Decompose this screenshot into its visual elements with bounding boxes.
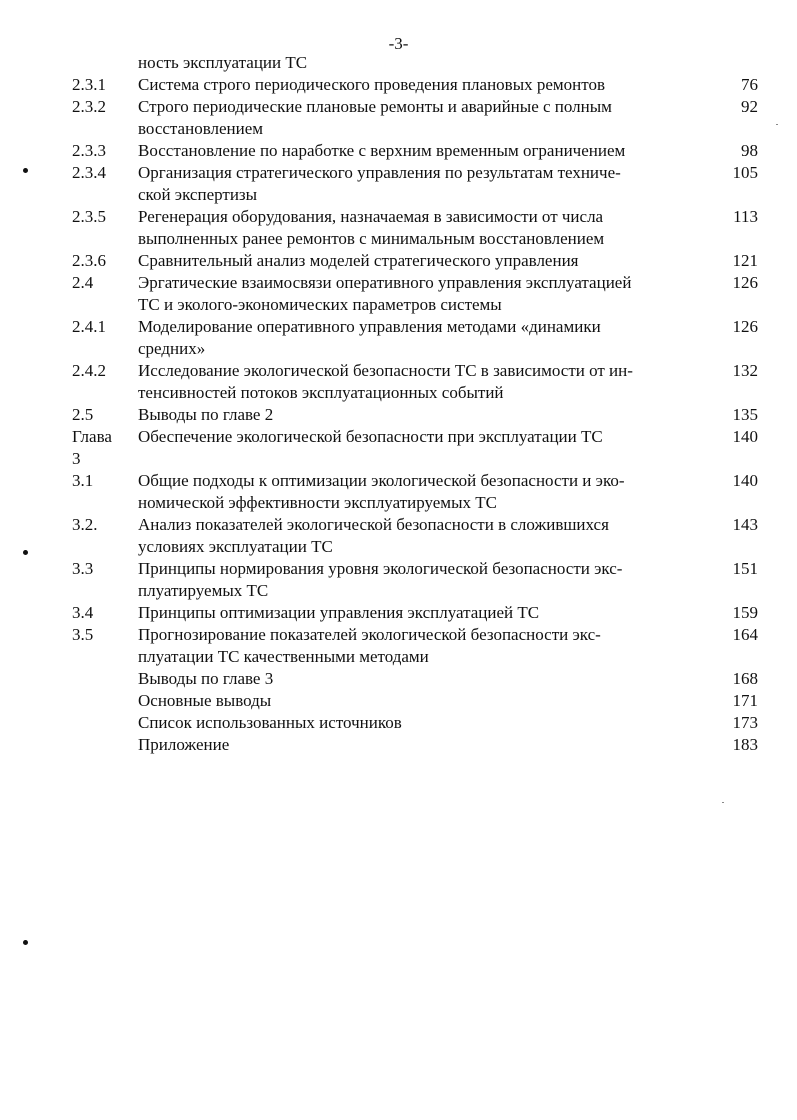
toc-entry [72, 668, 762, 690]
toc-entry [72, 140, 762, 162]
toc-entry-page: 121 [732, 251, 758, 270]
toc-entry-page: 135 [732, 405, 758, 424]
toc-entry-title: Выводы по главе 3 [138, 669, 274, 688]
toc-entry [72, 206, 762, 250]
toc-entry-title: Регенерация оборудования, назначаемая в зависимости от числа выполненных ранее ремонтов с минимальным восстановлением [138, 207, 605, 248]
toc-entry [72, 602, 762, 624]
toc-entry-title: Принципы оптимизации управления эксплуатацией ТС [138, 603, 540, 622]
toc-entry-title: Анализ показателей экологической безопасности в сложившихся условиях эксплуатации ТС [138, 515, 609, 556]
toc-entry-number: 3.3 [72, 559, 94, 578]
punch-hole-mark [23, 550, 28, 555]
toc-entry-page: 105 [732, 163, 758, 182]
scan-speck [776, 124, 778, 125]
toc-entry-page: 143 [732, 515, 758, 534]
toc-entry-title: Приложение [138, 735, 230, 754]
toc-entry [72, 712, 762, 734]
toc-entry-page: 92 [741, 97, 758, 116]
toc-entry-number: 3.5 [72, 625, 94, 644]
toc-entry-page: 140 [732, 471, 758, 490]
toc-entry-number: 2.4.2 [72, 361, 106, 380]
toc-entry-page: 168 [732, 669, 758, 688]
toc-entry-page: 76 [741, 75, 758, 94]
toc-entry [72, 558, 762, 602]
toc-entry-title: Организация стратегического управления по результатам техниче- ской экспертизы [138, 163, 621, 204]
toc-entry [72, 360, 762, 404]
toc-entry-title: Эргатические взаимосвязи оперативного управления эксплуатацией ТС и эколого-экономических параметров системы [138, 273, 632, 314]
toc-entry-title: Исследование экологической безопасности ТС в зависимости от ин- тенсивностей потоков эксплуатационных событий [138, 361, 633, 402]
table-of-contents [72, 52, 762, 756]
toc-entry-number: 2.5 [72, 405, 94, 424]
toc-entry-title: Моделирование оперативного управления методами «динамики средних» [138, 317, 601, 358]
toc-entry-page: 140 [732, 427, 758, 446]
toc-entry-number: 2.3.2 [72, 97, 106, 116]
toc-entry-number: 2.3.1 [72, 75, 106, 94]
toc-entry-page: 98 [741, 141, 758, 160]
toc-entry-title: Принципы нормирования уровня экологической безопасности экс- плуатируемых ТС [138, 559, 623, 600]
toc-entry-title: Прогнозирование показателей экологической безопасности экс- плуатации ТС качественными методами [138, 625, 601, 666]
toc-entry-number: 2.3.5 [72, 207, 106, 226]
toc-entry-page: 113 [733, 207, 758, 226]
toc-entry-page: 151 [732, 559, 758, 578]
toc-entry-number: 3.1 [72, 471, 94, 490]
toc-entry [72, 74, 762, 96]
toc-entry-title: Обеспечение экологической безопасности при эксплуатации ТС [138, 427, 603, 446]
toc-entry-number: 2.3.3 [72, 141, 106, 160]
toc-entry-number: 2.4.1 [72, 317, 106, 336]
toc-entry-title: Выводы по главе 2 [138, 405, 274, 424]
toc-entry-page: 183 [732, 735, 758, 754]
toc-entry-page: 126 [732, 317, 758, 336]
toc-entry-number: Глава 3 [72, 427, 112, 468]
toc-entry-title: ность эксплуатации ТС [138, 53, 308, 72]
toc-entry [72, 96, 762, 140]
toc-entry-page: 173 [732, 713, 758, 732]
toc-entry-number: 3.2. [72, 515, 98, 534]
toc-entry [72, 514, 762, 558]
toc-entry-number: 2.3.4 [72, 163, 106, 182]
scan-speck [722, 802, 724, 803]
toc-entry-number: 2.3.6 [72, 251, 106, 270]
toc-entry-title: Общие подходы к оптимизации экологической безопасности и эко- номической эффективности эксплуатируемых ТС [138, 471, 625, 512]
toc-entry [72, 734, 762, 756]
toc-entry-page: 159 [732, 603, 758, 622]
toc-entry [72, 426, 762, 470]
toc-entry-number: 3.4 [72, 603, 94, 622]
toc-entry-title: Сравнительный анализ моделей стратегического управления [138, 251, 579, 270]
toc-entry-title: Восстановление по наработке с верхним временным ограничением [138, 141, 626, 160]
toc-entry [72, 404, 762, 426]
toc-entry-number: 2.4 [72, 273, 94, 292]
punch-hole-mark [23, 168, 28, 173]
toc-entry [72, 316, 762, 360]
page-number: -3- [388, 34, 409, 53]
toc-entry-title: Список использованных источников [138, 713, 402, 732]
toc-entry-title: Система строго периодического проведения плановых ремонтов [138, 75, 605, 94]
toc-entry [72, 272, 762, 316]
toc-entry [72, 250, 762, 272]
toc-entry-page: 132 [732, 361, 758, 380]
toc-entry-page: 171 [732, 691, 758, 710]
toc-entry-page: 126 [732, 273, 758, 292]
toc-entry [72, 624, 762, 668]
toc-entry [72, 470, 762, 514]
toc-entry [72, 690, 762, 712]
toc-entry-title: Строго периодические плановые ремонты и аварийные с полным восстановлением [138, 97, 612, 138]
punch-hole-mark [23, 940, 28, 945]
toc-entry [72, 52, 762, 74]
toc-entry-page: 164 [732, 625, 758, 644]
toc-entry-title: Основные выводы [138, 691, 272, 710]
toc-entry [72, 162, 762, 206]
